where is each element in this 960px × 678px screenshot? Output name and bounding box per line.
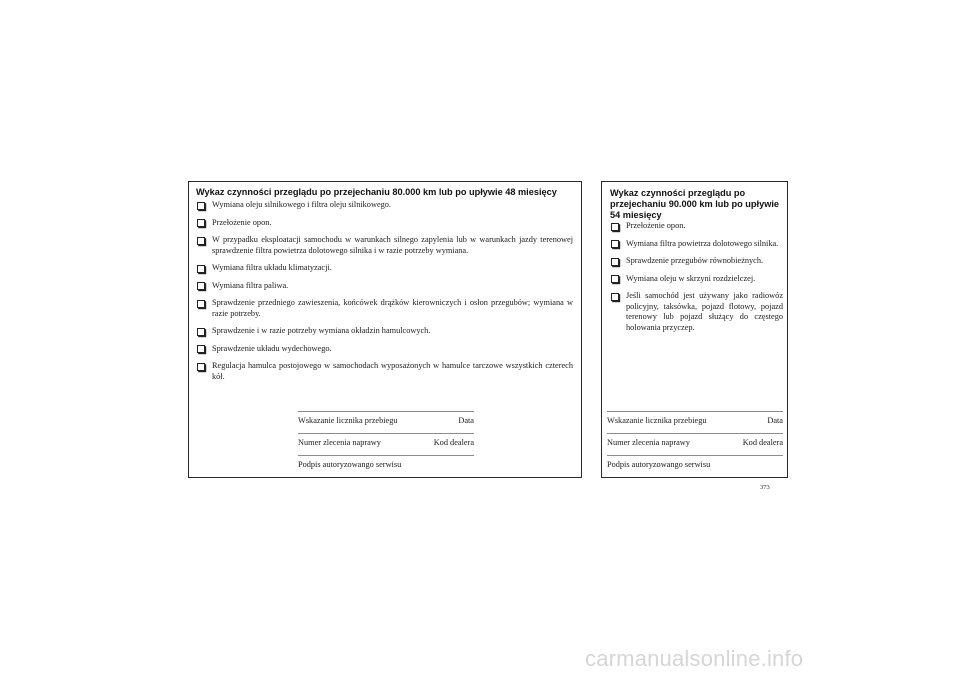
odometer-date-row[interactable] xyxy=(607,411,783,433)
watermark: carmanualsonline.info xyxy=(585,646,804,671)
checkbox-icon[interactable] xyxy=(611,240,619,248)
checklist-item: Sprawdzenie układu wydechowego. xyxy=(196,344,573,355)
checkbox-icon[interactable] xyxy=(197,282,205,290)
dealer-code-label: Kod dealera xyxy=(742,438,783,447)
service-checklist-90000km xyxy=(601,181,788,478)
checklist-item: Regulacja hamulca postojowego w samochodach wyposażonych w hamulce tarczowe wszystkich czterech kół. xyxy=(196,361,573,382)
signature-row[interactable] xyxy=(607,455,783,477)
signature-row[interactable] xyxy=(298,455,474,477)
checklist-item: Wymiana filtra powietrza dolotowego silnika. xyxy=(610,239,783,250)
checkbox-icon[interactable] xyxy=(197,300,205,308)
checklist-item: Wymiana filtra układu klimatyzacji. xyxy=(196,263,573,274)
checklist-item: Wymiana filtra paliwa. xyxy=(196,281,573,292)
odometer-date-row[interactable] xyxy=(298,411,474,433)
checklist-items xyxy=(196,200,573,389)
checklist-item: Sprawdzenie przedniego zawieszenia, końcówek drążków kierowniczych i osłon przegubów; wymiana w razie potrzeby. xyxy=(196,298,573,319)
checkbox-icon[interactable] xyxy=(197,219,205,227)
checklist-title: Wykaz czynności przeglądu po przejechaniu 80.000 km lub po upływie 48 miesięcy xyxy=(196,187,557,197)
date-label: Data xyxy=(458,416,474,425)
checkbox-icon[interactable] xyxy=(197,363,205,371)
checkbox-icon[interactable] xyxy=(611,275,619,283)
checkbox-icon[interactable] xyxy=(197,202,205,210)
order-dealer-row[interactable] xyxy=(298,433,474,455)
checkbox-icon[interactable] xyxy=(611,223,619,231)
checkbox-icon[interactable] xyxy=(197,328,205,336)
checkbox-icon[interactable] xyxy=(611,258,619,266)
checklist-item: Przełożenie opon. xyxy=(196,218,573,229)
checklist-item: W przypadku eksploatacji samochodu w warunkach silnego zapylenia lub w warunkach jazdy terenowej sprawdzenie filtra powietrza dolotowego silnika i w razie potrzeby wymiana. xyxy=(196,235,573,256)
signature-block xyxy=(298,411,474,477)
odometer-label: Wskazanie licznika przebiegu xyxy=(607,416,707,425)
checklist-item: Wymiana oleju silnikowego i filtra oleju silnikowego. xyxy=(196,200,573,211)
checklist-items xyxy=(610,221,783,340)
checklist-item: Sprawdzenie i w razie potrzeby wymiana okładzin hamulcowych. xyxy=(196,326,573,337)
checklist-item: Sprawdzenie przegubów równobieżnych. xyxy=(610,256,783,267)
order-dealer-row[interactable] xyxy=(607,433,783,455)
date-label: Data xyxy=(767,416,783,425)
checkbox-icon[interactable] xyxy=(197,345,205,353)
checkbox-icon[interactable] xyxy=(197,265,205,273)
checkbox-icon[interactable] xyxy=(197,237,205,245)
odometer-label: Wskazanie licznika przebiegu xyxy=(298,416,398,425)
signature-label: Podpis autoryzowango serwisu xyxy=(298,460,402,469)
checklist-item: Przełożenie opon. xyxy=(610,221,783,232)
checklist-title: Wykaz czynności przeglądu po przejechaniu 90.000 km lub po upływie 54 miesięcy xyxy=(610,188,779,220)
order-number-label: Numer zlecenia naprawy xyxy=(607,438,690,447)
checklist-item: Jeśli samochód jest używany jako radiowóz policyjny, taksówka, pojazd flotowy, pojazd terenowy lub pojazd służący do częstego holowania przyczep. xyxy=(610,291,783,333)
service-checklist-80000km xyxy=(188,181,582,478)
signature-label: Podpis autoryzowango serwisu xyxy=(607,460,711,469)
checklist-item: Wymiana oleju w skrzyni rozdzielczej. xyxy=(610,274,783,285)
order-number-label: Numer zlecenia naprawy xyxy=(298,438,381,447)
page-number: 373 xyxy=(760,484,770,491)
dealer-code-label: Kod dealera xyxy=(433,438,474,447)
checkbox-icon[interactable] xyxy=(611,293,619,301)
signature-block xyxy=(607,411,783,477)
